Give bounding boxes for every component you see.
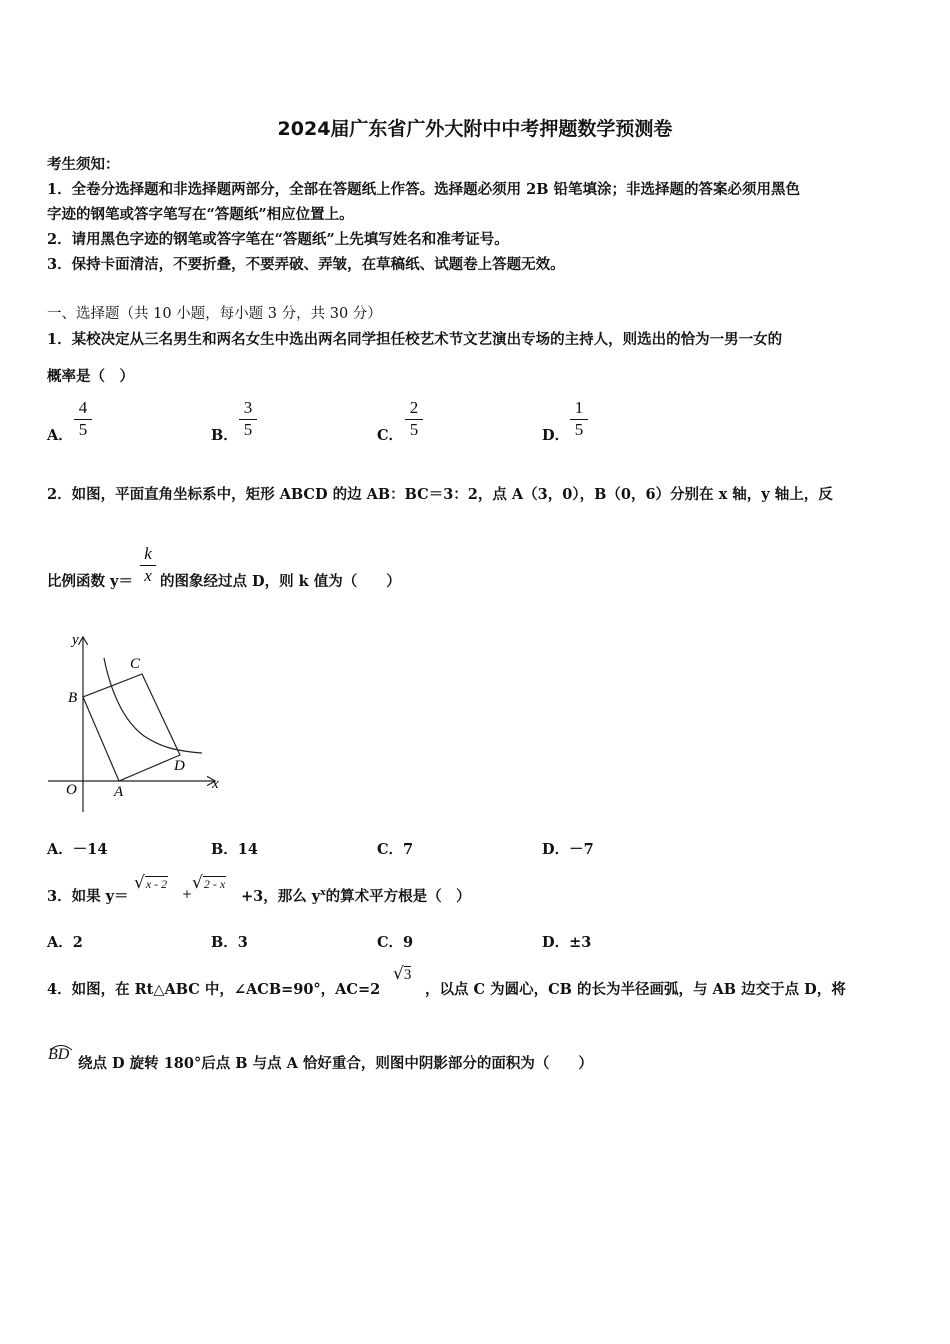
q4-arc-bd-label: BD xyxy=(48,1046,70,1063)
q1-option-b-fraction: 3 5 xyxy=(238,398,258,440)
q3-radical-1: √x - 2 xyxy=(134,873,168,893)
q1-option-c-fraction: 2 5 xyxy=(404,398,424,440)
q3-plus-sign: + xyxy=(182,887,193,901)
page-title: 2024届广东省广外大附中中考押题数学预测卷 xyxy=(277,118,673,140)
q3-option-d[interactable]: D．±3 xyxy=(542,934,592,951)
q2-stem-line-1: 2．如图，平面直角坐标系中，矩形 ABCD 的边 AB：BC＝3：2，点 A（3，0），B（0，6）分别在 x 轴，y 轴上，反 xyxy=(47,486,833,503)
option-label: B． xyxy=(211,427,238,444)
arc-mark-icon xyxy=(48,1036,74,1044)
rectangle-abcd xyxy=(83,674,180,781)
option-label: D． xyxy=(542,427,570,444)
label-o: O xyxy=(66,782,77,798)
q4-stem-line-1-b: ，以点 C 为圆心，CB 的长为半径画弧，与 AB 边交于点 D，将 xyxy=(425,981,846,998)
q4-stem-line-1-a: 4．如图，在 Rt△ABC 中，∠ACB=90°，AC=2 xyxy=(47,981,381,998)
notice-item-1-line-2: 字迹的钢笔或答字笔写在“答题纸”相应位置上。 xyxy=(47,206,354,223)
q3-radical-2: √2 - x xyxy=(192,873,226,893)
q4-stem-line-2: 绕点 D 旋转 180°后点 B 与点 A 恰好重合，则图中阴影部分的面积为（ ） xyxy=(78,1055,593,1072)
q3-option-b[interactable]: B．3 xyxy=(211,934,248,951)
label-a: A xyxy=(114,784,124,800)
q2-stem-prefix: 比例函数 y＝ xyxy=(47,573,133,590)
q1-option-a-fraction: 4 5 xyxy=(73,398,93,440)
q2-option-a[interactable]: A．－14 xyxy=(47,841,108,858)
notice-heading: 考生须知： xyxy=(47,156,120,173)
q3-option-a[interactable]: A．2 xyxy=(47,934,83,951)
option-label: A． xyxy=(47,427,73,444)
option-label: C． xyxy=(377,427,404,444)
q4-radical-3: √3 xyxy=(393,964,412,984)
q3-stem-suffix-a: +3，那么 $y^x$的算术平方根是（ ） xyxy=(241,888,471,905)
label-x: x xyxy=(212,776,219,792)
q1-option-d-fraction: 1 5 xyxy=(569,398,589,440)
q3-option-c[interactable]: C．9 xyxy=(377,934,414,951)
q3-stem-prefix: 3．如果 y＝ xyxy=(47,888,129,905)
notice-item-1-line-1: 1．全卷分选择题和非选择题两部分，全部在答题纸上作答。选择题必须用 2B 铅笔填涂；非选择题的答案必须用黑色 xyxy=(47,181,801,198)
section-heading: 一、选择题（共 10 小题，每小题 3 分，共 30 分） xyxy=(47,306,382,322)
q1-stem-line-1: 1．某校决定从三名男生和两名女生中选出两名同学担任校艺术节文艺演出专场的主持人，则选出的恰为一男一女的 xyxy=(47,331,783,348)
q2-coordinate-figure xyxy=(44,628,234,818)
label-d: D xyxy=(174,758,185,774)
q2-k-over-x-fraction: k x xyxy=(139,544,157,586)
q2-option-b[interactable]: B．14 xyxy=(211,841,258,858)
label-b: B xyxy=(68,690,78,706)
q2-stem-suffix: 的图象经过点 D，则 k 值为（ ） xyxy=(160,573,401,590)
hyperbola-curve xyxy=(104,658,202,753)
q2-option-c[interactable]: C．7 xyxy=(377,841,414,858)
q2-option-d[interactable]: D．－7 xyxy=(542,841,594,858)
label-c: C xyxy=(130,656,141,672)
notice-item-2: 2．请用黑色字迹的钢笔或答字笔在“答题纸”上先填写姓名和准考证号。 xyxy=(47,231,509,248)
q1-stem-line-2: 概率是（ ） xyxy=(47,368,134,385)
notice-item-3: 3．保持卡面清洁，不要折叠，不要弄破、弄皱，在草稿纸、试题卷上答题无效。 xyxy=(47,256,565,273)
label-y: y xyxy=(72,632,79,648)
